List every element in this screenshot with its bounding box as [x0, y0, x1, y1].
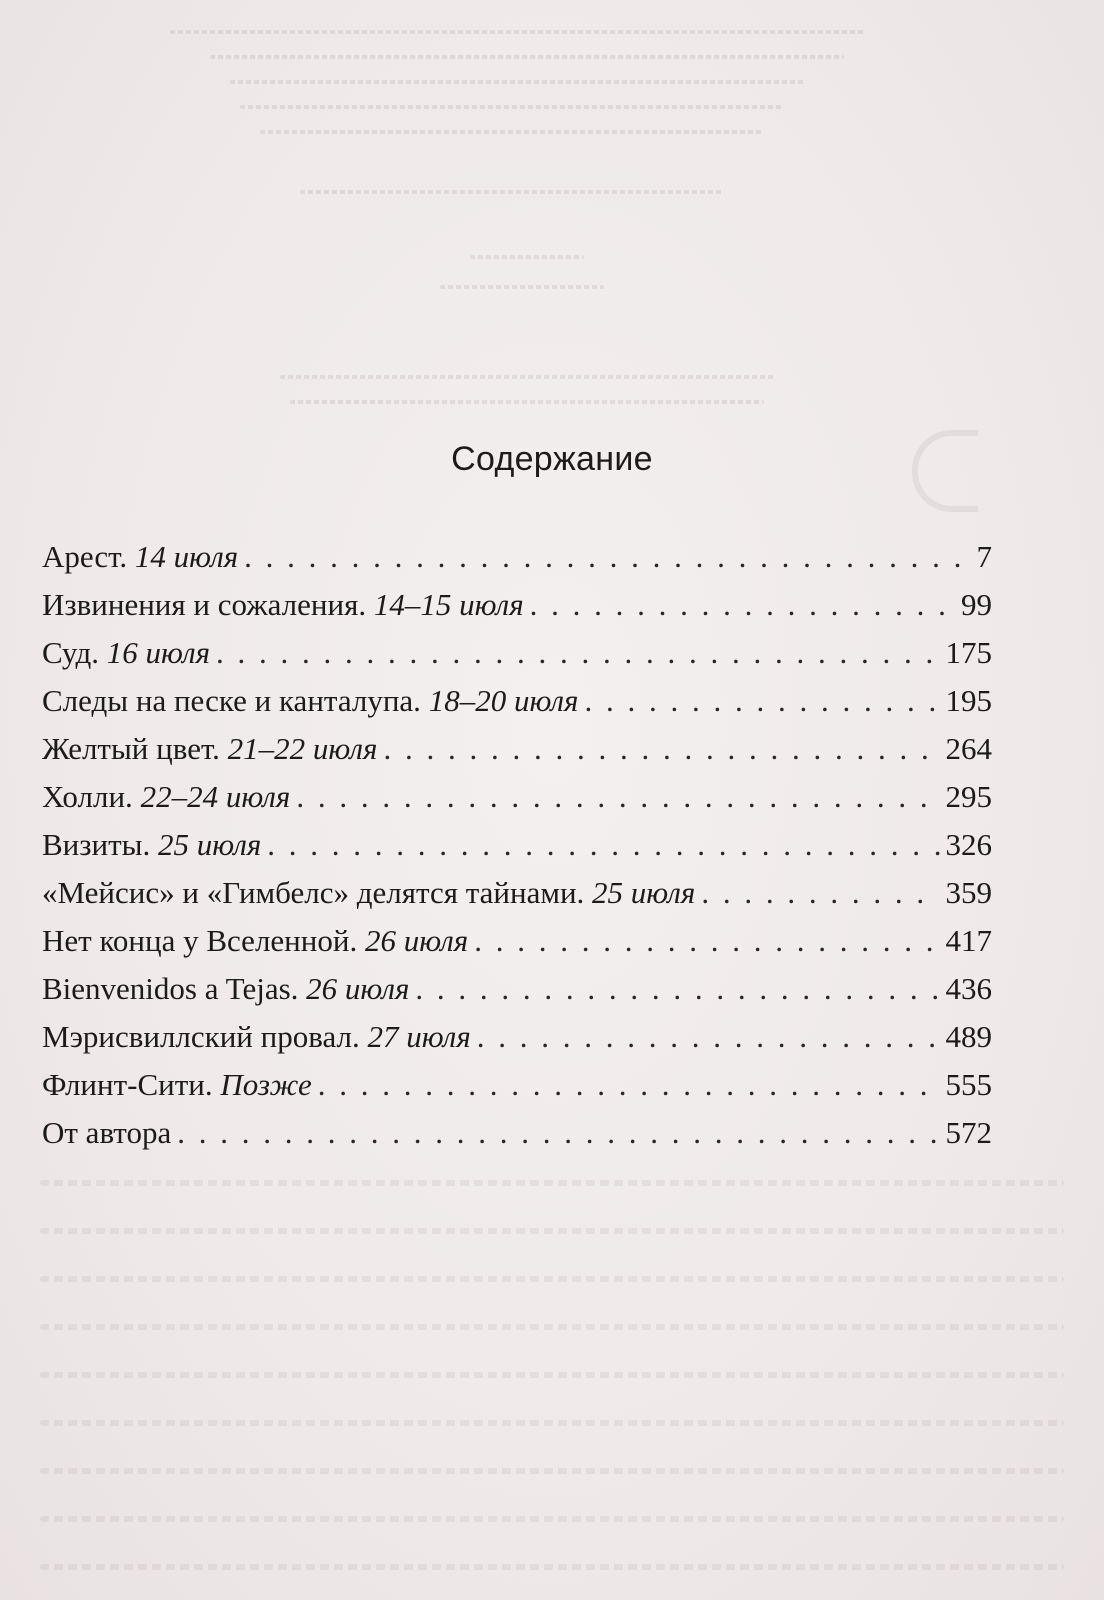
toc-entry-text: Извинения и сожаления.: [42, 587, 367, 622]
toc-entry-page: 417: [945, 923, 992, 958]
toc-entry-page: 175: [945, 635, 992, 670]
dot-leader: [530, 581, 955, 629]
toc-entry-text: Следы на песке и канталупа.: [42, 683, 421, 718]
toc-entry-title: [42, 917, 468, 965]
toc-entry: [42, 821, 992, 869]
table-of-contents: [42, 533, 992, 1157]
bleed-through-line: [40, 1324, 1064, 1330]
toc-entry: [42, 1061, 992, 1109]
bleed-through-line: [40, 1228, 1064, 1234]
toc-entry-date: 22–24 июля: [140, 779, 291, 814]
toc-entry-date: 18–20 июля: [428, 683, 579, 718]
bleed-through-line: [300, 190, 724, 194]
dot-leader: [584, 677, 939, 725]
dot-leader: [267, 821, 939, 869]
bleed-through-line: [170, 30, 864, 34]
page-title: Содержание: [451, 440, 653, 478]
toc-entry-date: 27 июля: [367, 1019, 471, 1054]
toc-entry-text: «Мейсис» и «Гимбелс» делятся тайнами.: [42, 875, 585, 910]
toc-entry-page: 555: [945, 1067, 992, 1102]
toc-entry: [42, 917, 992, 965]
dot-leader: [296, 773, 939, 821]
toc-entry-text: Мэрисвиллский провал.: [42, 1019, 360, 1054]
bleed-through-line: [290, 400, 764, 404]
dot-leader: [474, 917, 939, 965]
toc-entry: [42, 773, 992, 821]
bleed-through-line: [230, 80, 804, 84]
toc-entry-title: [42, 533, 238, 581]
toc-entry-title: [42, 821, 261, 869]
dot-leader: [177, 1109, 939, 1157]
toc-entry-page: 326: [945, 827, 992, 862]
bleed-through-line: [40, 1420, 1064, 1426]
toc-entry-title: [42, 773, 290, 821]
dot-leader: [415, 965, 939, 1013]
bleed-through-line: [440, 285, 604, 289]
dot-leader: [216, 629, 940, 677]
toc-entry: [42, 677, 992, 725]
toc-entry: [42, 1109, 992, 1157]
toc-entry-date: 26 июля: [306, 971, 410, 1006]
dot-leader: [701, 869, 939, 917]
toc-entry-date: 25 июля: [157, 827, 262, 862]
toc-entry: [42, 1013, 992, 1061]
toc-entry-title: [42, 1013, 471, 1061]
toc-entry-date: 16 июля: [106, 635, 210, 670]
bleed-through-line: [210, 55, 844, 59]
toc-entry-page: 195: [945, 683, 992, 718]
toc-entry-text: Желтый цвет.: [42, 731, 220, 766]
bleed-through-line: [40, 1372, 1064, 1378]
toc-entry-page: 99: [961, 587, 992, 622]
toc-entry-date: 25 июля: [592, 875, 696, 910]
toc-entry-title: [42, 677, 578, 725]
toc-entry: [42, 725, 992, 773]
toc-entry-page: 359: [945, 875, 992, 910]
toc-entry-page: 7: [976, 539, 992, 574]
toc-entry: [42, 533, 992, 581]
bleed-through-line: [40, 1564, 1064, 1570]
toc-entry-page: 572: [945, 1115, 992, 1150]
toc-entry-date: 14–15 июля: [373, 587, 524, 622]
toc-entry: [42, 965, 992, 1013]
bleed-through-line: [240, 105, 784, 109]
bleed-through-line: [260, 130, 764, 134]
bleed-through-line: [40, 1180, 1064, 1186]
toc-entry-text: Флинт-Сити.: [42, 1067, 213, 1102]
bleed-through-line: [280, 375, 774, 379]
toc-entry-text: Арест.: [42, 539, 128, 574]
toc-entry-page: 489: [945, 1019, 992, 1054]
toc-entry-page: 295: [945, 779, 992, 814]
toc-entry-date: 14 июля: [134, 539, 239, 574]
bleed-through-line: [40, 1516, 1064, 1522]
toc-entry-text: Холли.: [42, 779, 133, 814]
toc-entry-title: [42, 581, 524, 629]
toc-entry-page: 264: [945, 731, 992, 766]
toc-entry-text: От автора: [42, 1115, 172, 1150]
toc-entry-date: 21–22 июля: [227, 731, 378, 766]
toc-entry: [42, 629, 992, 677]
bleed-through-line: [470, 255, 584, 259]
toc-entry-title: [42, 725, 377, 773]
toc-entry-text: Нет конца у Вселенной.: [42, 923, 358, 958]
toc-entry-text: Bienvenidos a Tejas.: [42, 971, 299, 1006]
toc-entry: [42, 869, 992, 917]
toc-entry-title: [42, 629, 210, 677]
toc-entry-title: [42, 965, 409, 1013]
toc-entry-text: Визиты.: [42, 827, 151, 862]
dot-leader: [244, 533, 970, 581]
toc-entry-date: 26 июля: [364, 923, 469, 958]
dot-leader: [477, 1013, 940, 1061]
toc-entry-title: [42, 869, 695, 917]
toc-entry: [42, 581, 992, 629]
dot-leader: [383, 725, 939, 773]
toc-entry-page: 436: [945, 971, 992, 1006]
toc-entry-title: [42, 1061, 312, 1109]
toc-entry-date: Позже: [220, 1067, 312, 1102]
dot-leader: [318, 1061, 940, 1109]
toc-entry-title: [42, 1109, 171, 1157]
bleed-through-line: [40, 1468, 1064, 1474]
bleed-through-line: [40, 1276, 1064, 1282]
toc-entry-text: Суд.: [42, 635, 99, 670]
